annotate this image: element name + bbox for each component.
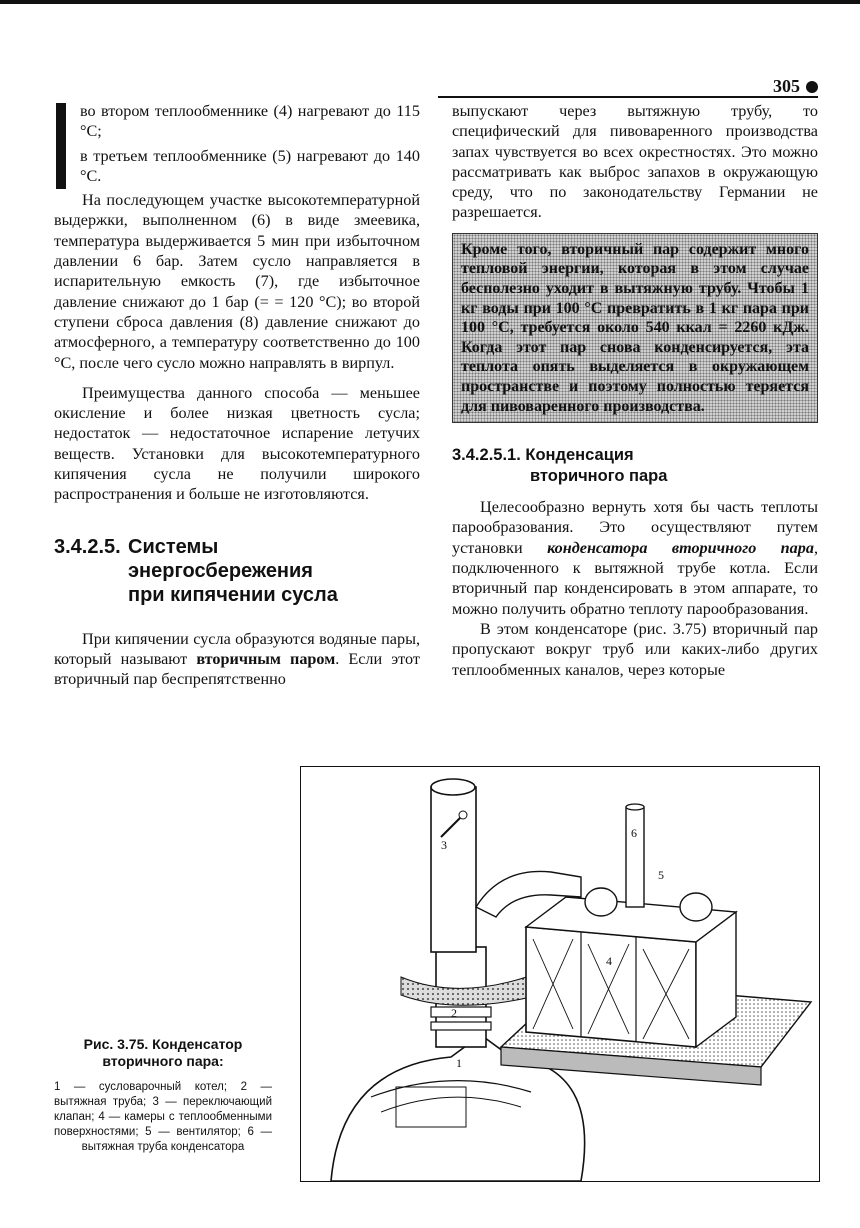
bold-term: вторичным паром: [196, 649, 336, 668]
text-run: При кипячении сусла образуются водяные пары, который называют: [54, 629, 420, 668]
figure-illustration: [300, 766, 820, 1182]
figure-caption: [54, 1036, 272, 1155]
shaded-box: Кроме того, вторичный пар содержит много тепловой энергии, которая в этом случае бесполезно уходит в вытяжную трубу. Чтобы 1 кг воды при 100 °С превратить в 1 кг пара при 100 °С, требуется около 540 ккал = 2260 кДж. Когда этот пар снова конденсируется, эта теплота опять выделяется в окружающем пространстве и поэтому полностью теряется для пивоваренного производства.: [452, 233, 818, 423]
caption-title: Рис. 3.75. Конденсатор вторичного пара:: [83, 1036, 243, 1069]
paragraph: [452, 497, 818, 619]
paragraph: На последующем участке высокотемпературной выдержки, выполненном (6) в виде змеевика, температура выдерживается 5 мин при избыточном давлении 6 бар. Затем сусло направляется в испарительную емкость (7), где избыточное давление снижают до 1 бар (= = 120 °С); во второй ступени сброса давления (8) давление снижают до атмосферного, а температуру соответственно до 100 °С, после чего сусло можно направлять в вирпул.: [54, 191, 420, 372]
label-3: 3: [441, 838, 447, 852]
subsection-title-line: Конденсация: [525, 446, 634, 465]
bold-italic-term: конденсатора вторичного пара: [547, 538, 814, 557]
caption-legend: 1 — сусловарочный котел; 2 — вытяжная труба; 3 — переключающий клапан; 4 — камеры с теплообменными поверхностями; 5 — вентилятор; 6 — вытяжная труба конденсатора: [54, 1081, 272, 1153]
section-title-line: при кипячении сусла: [128, 583, 338, 606]
label-6: 6: [631, 826, 637, 840]
subsection-title-line: вторичного пара: [530, 467, 668, 486]
text-run: , подключенного к вытяжной трубе котла. Если вторичный пар конденсировать в этом аппарате, то можно получить обратно теплоту парообразования.: [452, 538, 818, 618]
bullet-item: во втором теплообменнике (4) нагревают до 115 °С;: [80, 102, 420, 141]
paragraph: В этом конденсаторе (рис. 3.75) вторичный пар пропускают вокруг труб или каких-либо других теплообменных каналов, через которые: [452, 619, 818, 679]
right-column: [452, 101, 818, 680]
left-column: [54, 101, 420, 690]
top-rule: [0, 0, 860, 4]
paragraph: выпускают через вытяжную трубу, то специфический для пивоваренного производства запах чувствуется во всех окрестностях. Это можно рассматривать как выброс запахов в окружающую среду, что по законодательству Германии не разрешается.: [452, 102, 818, 222]
label-4: 4: [606, 954, 612, 968]
subsection-heading: [452, 445, 818, 487]
label-2: 2: [451, 1006, 457, 1020]
page-number: [773, 76, 818, 97]
text-run: . Если этот вторичный пар беспрепятственно: [54, 649, 420, 689]
section-heading: [54, 535, 420, 607]
paragraph: Преимущества данного способа — меньшее окисление и более низкая цветность сусла; недостаток — недостаточное испарение летучих веществ. Установки для высокотемпературного кипячения сусла не получили широкого распространения и больше не изготовляются.: [54, 383, 420, 504]
label-5: 5: [658, 868, 664, 882]
paragraph: [54, 629, 420, 690]
fan: [585, 888, 617, 916]
section-title-line: Системы: [128, 535, 219, 558]
label-1: 1: [456, 1056, 462, 1070]
section-number: 3.4.2.5.: [54, 535, 121, 558]
section-title-line: энергосбережения: [128, 559, 313, 582]
subsection-number: 3.4.2.5.1.: [452, 446, 521, 465]
upper-stack: [431, 787, 476, 952]
page-marker-icon: [806, 81, 818, 93]
page-number-text: 305: [773, 76, 800, 96]
condenser-drawing: [301, 767, 819, 1181]
text-run: Целесообразно вернуть хотя бы часть теплоты парообразования. Это осуществляют путем установки: [452, 498, 818, 557]
condenser-stack: [626, 807, 644, 907]
bullet-item: в третьем теплообменнике (5) нагревают до 140 °С.: [80, 146, 420, 185]
header-rule: [438, 96, 818, 98]
